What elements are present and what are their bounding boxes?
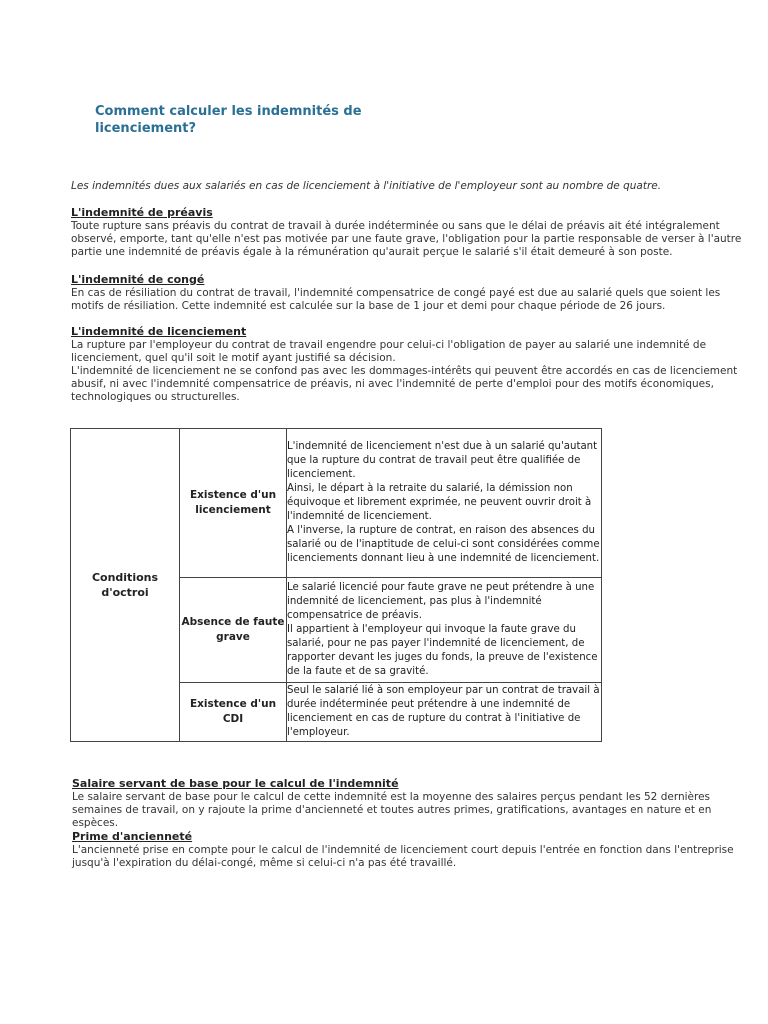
section-conge [71, 273, 756, 313]
section-body: L'ancienneté prise en compte pour le calcul de l'indemnité de licenciement court depuis l'entrée en fonction dans l'entreprise jusqu'à l'expiration du délai-congé, même si celui-ci n'a pas été travaillé. [72, 844, 734, 869]
conditions-table [70, 428, 602, 742]
group-label-cell: Conditions d'octroi [71, 429, 180, 742]
section-heading: L'indemnité de congé [71, 273, 205, 286]
condition-text: A l'inverse, la rupture de contrat, en raison des absences du salarié ou de l'inaptitude de celui-ci sont considérées comme licenciements donnant lieu à une indemnité de licenciement. [287, 525, 600, 564]
table-row [71, 429, 602, 578]
section-prime [72, 830, 757, 870]
condition-text-cell [287, 683, 602, 742]
condition-text-cell [287, 578, 602, 683]
condition-label-cell: Existence d'un licenciement [180, 429, 287, 578]
section-preavis [71, 206, 756, 259]
section-salaire [72, 777, 757, 830]
section-heading: Salaire servant de base pour le calcul de l'indemnité [72, 777, 399, 790]
condition-text: Ainsi, le départ à la retraite du salarié, la démission non équivoque et librement exprimée, ne peuvent ouvrir droit à l'indemnité de licenciement. [287, 483, 592, 522]
section-heading: Prime d'ancienneté [72, 830, 193, 843]
section-body: L'indemnité de licenciement ne se confond pas avec les dommages-intérêts qui peuvent être accordés en cas de licenciement abusif, ni avec l'indemnité compensatrice de préavis, ni avec l'indemnité de perte d'emploi pour des motifs économiques, technologiques ou structurelles. [71, 365, 738, 403]
section-body: Toute rupture sans préavis du contrat de travail à durée indéterminée ou sans que le délai de préavis ait été intégralement observé, emporte, tant qu'elle n'est pas motivée par une faute grave, l'obligation pour la partie responsable de verser à l'autre partie une indemnité de préavis égale à la rémunération qu'aurait perçue le salarié s'il était demeuré à son poste. [71, 220, 742, 258]
condition-text: Le salarié licencié pour faute grave ne peut prétendre à une indemnité de licenciement, pas plus à l'indemnité compensatrice de préavis. [287, 582, 595, 621]
section-heading: L'indemnité de licenciement [71, 325, 247, 338]
condition-text: Seul le salarié lié à son employeur par un contrat de travail à durée indéterminée peut prétendre à une indemnité de licenciement en cas de rupture du contrat à l'initiative de l'employeur. [287, 685, 600, 738]
intro-paragraph: Les indemnités dues aux salariés en cas de licenciement à l'initiative de l'employeur sont au nombre de quatre. [71, 180, 662, 192]
condition-text-cell [287, 429, 602, 578]
section-body: Le salaire servant de base pour le calcul de cette indemnité est la moyenne des salaires perçus pendant les 52 dernières semaines de travail, on y rajoute la prime d'ancienneté et toutes autres primes, gratifications, avantages en nature et en espèces. [72, 791, 712, 829]
condition-text: L'indemnité de licenciement n'est due à un salarié qu'autant que la rupture du contrat de travail peut être qualifiée de licenciement. [287, 441, 598, 480]
section-body: En cas de résiliation du contrat de travail, l'indemnité compensatrice de congé payé est due au salarié quels que soient les motifs de résiliation. Cette indemnité est calculée sur la base de 1 jour et demi pour chaque période de 26 jours. [71, 287, 721, 312]
section-body: La rupture par l'employeur du contrat de travail engendre pour celui-ci l'obligation de payer au salarié une indemnité de licenciement, quel qu'il soit le motif ayant justifié sa décision. [71, 339, 707, 364]
condition-label-cell: Absence de faute grave [180, 578, 287, 683]
section-heading: L'indemnité de préavis [71, 206, 213, 219]
condition-text: Il appartient à l'employeur qui invoque la faute grave du salarié, pour ne pas payer l'indemnité de licenciement, de rapporter devant les juges du fonds, la preuve de l'existence de la faute et de sa gravité. [287, 624, 598, 677]
page-title: Comment calculer les indemnités de licenciement? [95, 104, 362, 136]
condition-label-cell: Existence d'un CDI [180, 683, 287, 742]
section-licenciement [71, 325, 756, 404]
